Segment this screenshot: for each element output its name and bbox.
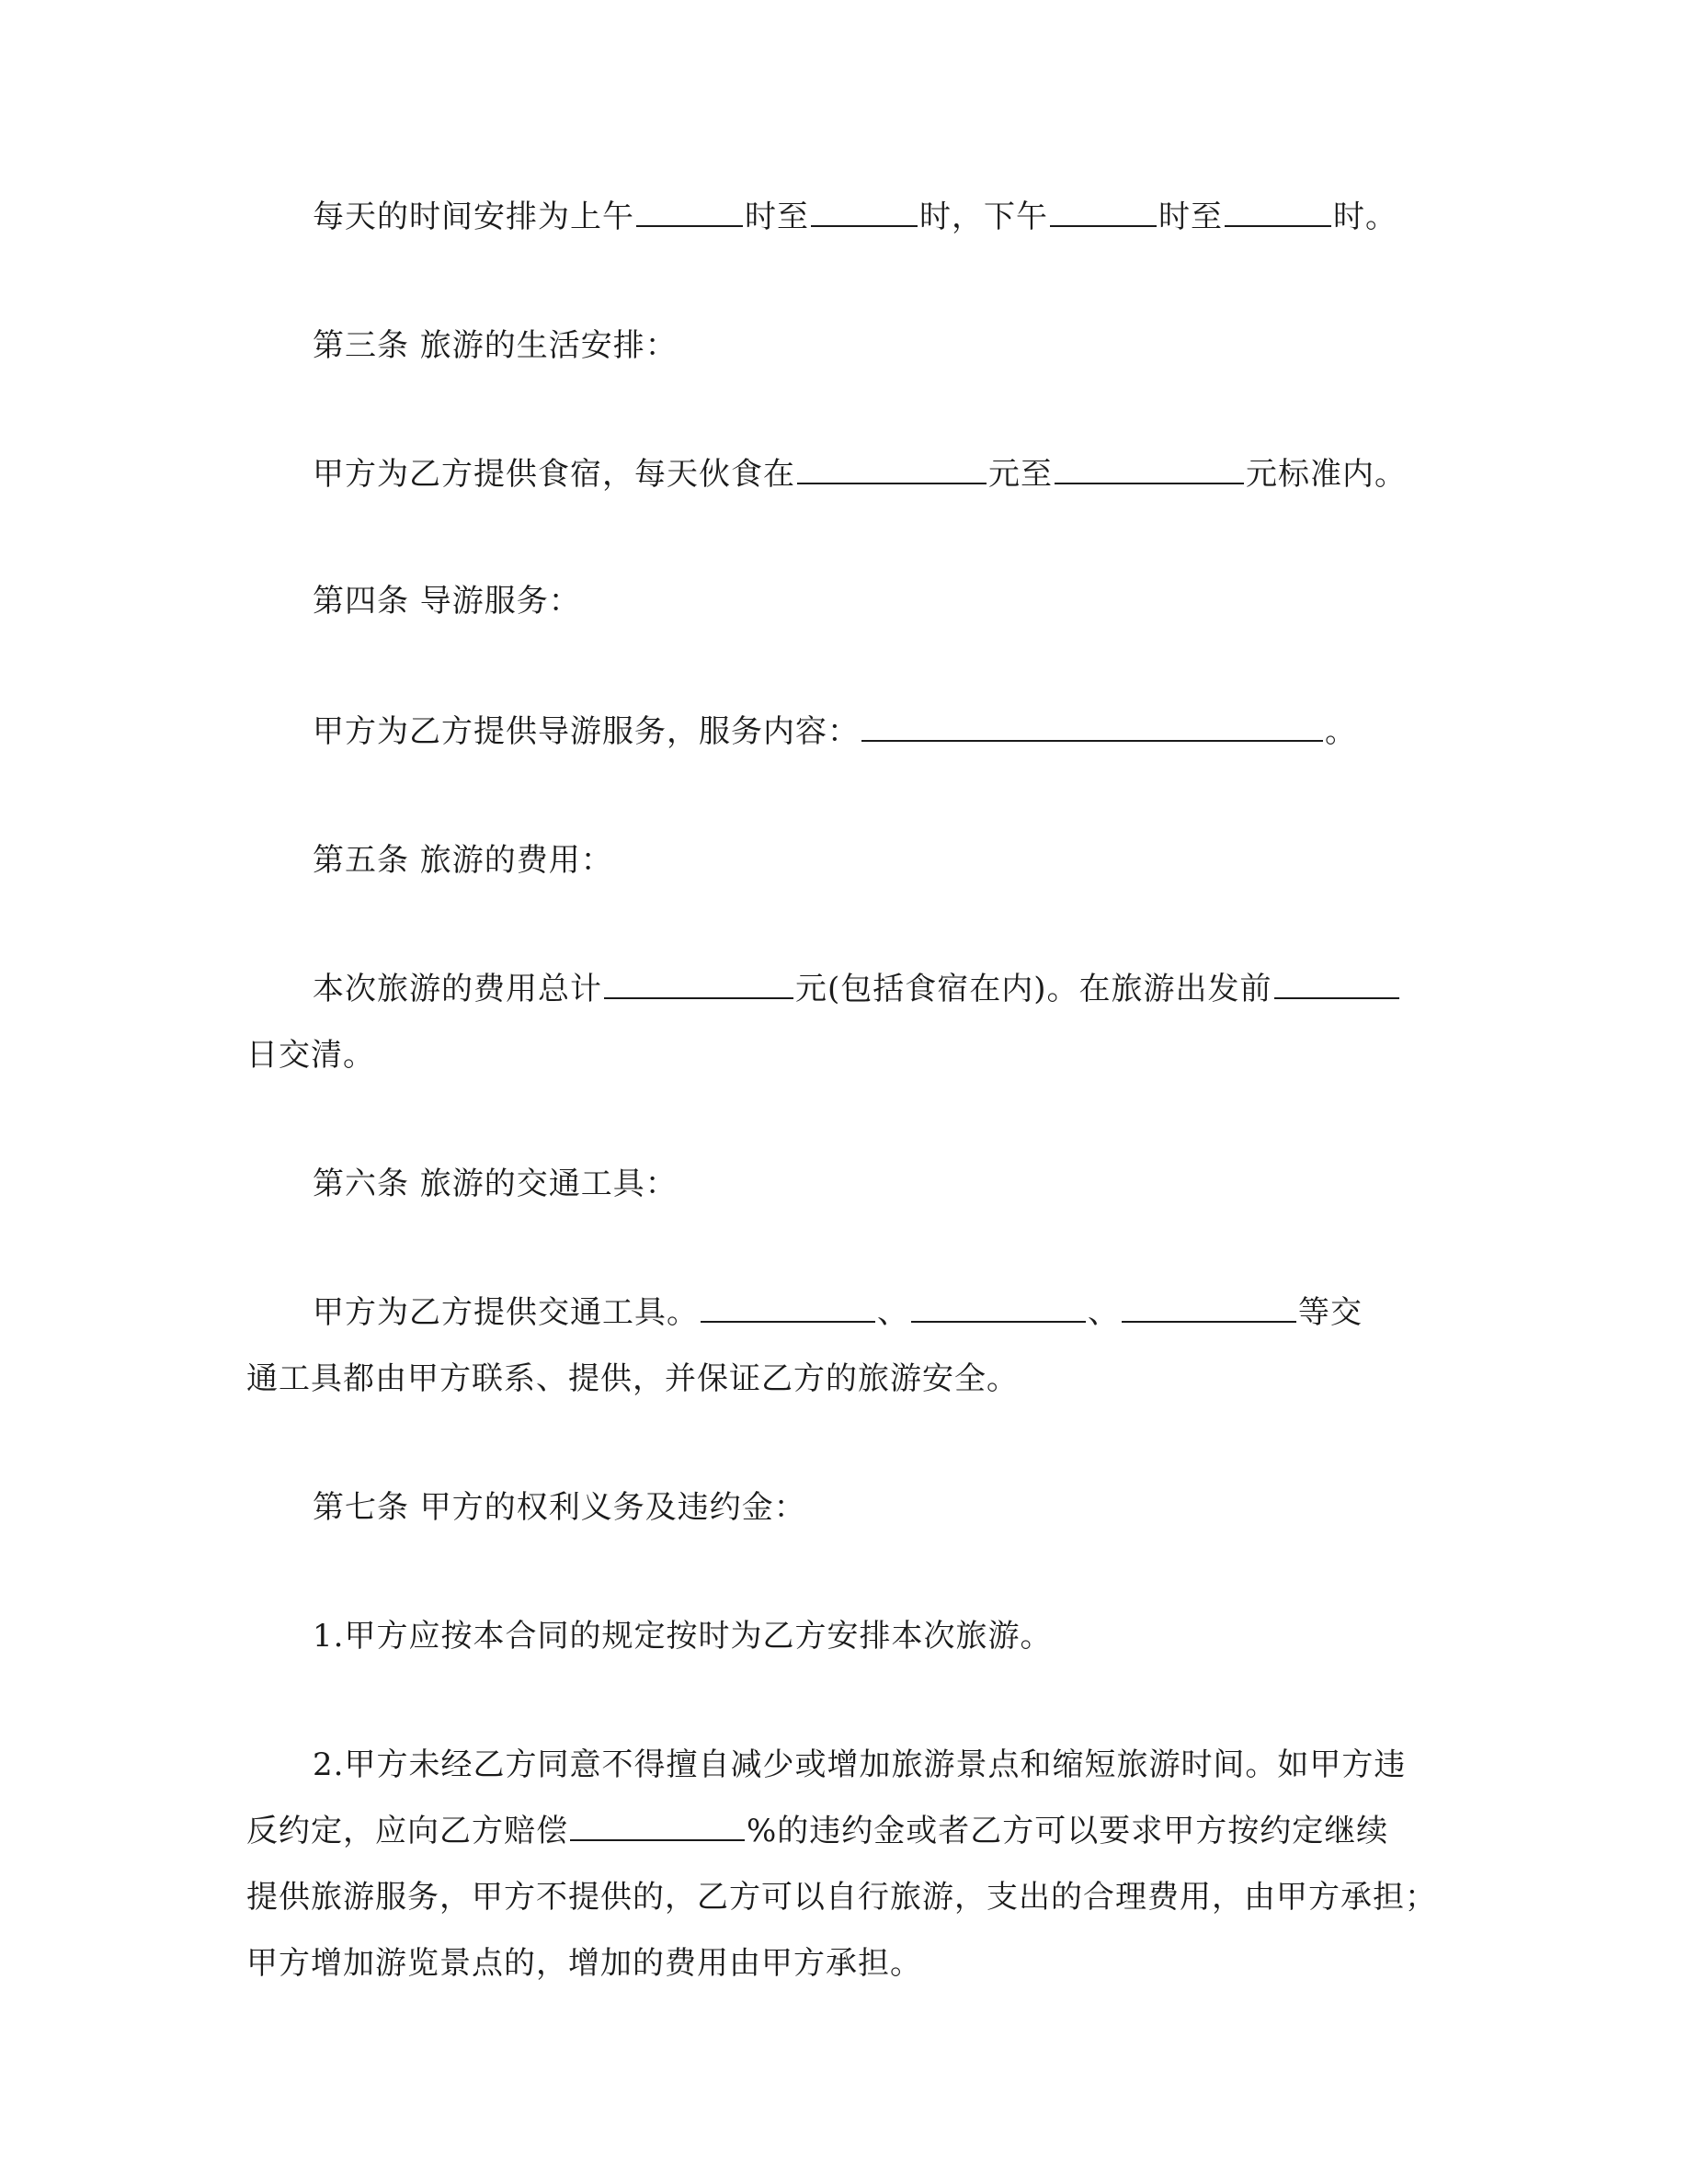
morning-end-blank: [811, 198, 918, 227]
article-6-heading: 第六条 旅游的交通工具：: [313, 1166, 678, 1202]
transport-1-blank: [701, 1293, 875, 1323]
article-4-text-2: 。: [1325, 713, 1357, 750]
article-6-body-line-1: [313, 1291, 1508, 1335]
article-4-text-1: 甲方为乙方提供导游服务，服务内容：: [313, 713, 860, 750]
schedule-text-3: 时，下午: [919, 199, 1048, 235]
total-cost-blank: [604, 970, 793, 999]
transport-2-blank: [911, 1293, 1086, 1323]
schedule-text-2: 时至: [745, 199, 809, 235]
article-7-item-2-text-1: 反约定，应向乙方赔偿: [246, 1813, 568, 1849]
article-4-body: [313, 710, 1508, 754]
article-5-body-line-1: [313, 967, 1508, 1011]
article-6-sep-1: 、: [877, 1294, 909, 1331]
morning-start-blank: [636, 198, 743, 227]
article-3-text-2: 元至: [988, 456, 1053, 493]
article-5-text-2: 元(包括食宿在内)。在旅游出发前: [795, 971, 1272, 1007]
payment-days-blank: [1274, 970, 1399, 999]
penalty-percent-blank: [570, 1812, 745, 1841]
schedule-text-1: 每天的时间安排为上午: [313, 199, 634, 235]
article-7-item-2-line-4: 甲方增加游览景点的，增加的费用由甲方承担。: [246, 1945, 922, 1982]
article-7-item-2-line-3: 提供旅游服务，甲方不提供的，乙方可以自行旅游，支出的合理费用，由甲方承担；: [246, 1879, 1437, 1916]
meal-min-blank: [797, 455, 987, 484]
article-3-body: [313, 452, 1508, 496]
article-4-heading: 第四条 导游服务：: [313, 583, 581, 620]
article-7-item-2-text-2: %的违约金或者乙方可以要求甲方按约定继续: [747, 1813, 1389, 1849]
article-5-body-line-2: 日交清。: [246, 1037, 375, 1074]
schedule-line: [313, 195, 1508, 239]
afternoon-start-blank: [1050, 198, 1157, 227]
article-5-heading: 第五条 旅游的费用：: [313, 842, 613, 879]
transport-3-blank: [1122, 1293, 1296, 1323]
article-3-heading: 第三条 旅游的生活安排：: [313, 327, 678, 364]
article-3-text-1: 甲方为乙方提供食宿，每天伙食在: [313, 456, 795, 493]
schedule-text-4: 时至: [1158, 199, 1223, 235]
afternoon-end-blank: [1225, 198, 1331, 227]
article-6-sep-2: 、: [1088, 1294, 1120, 1331]
article-7-heading: 第七条 甲方的权利义务及违约金：: [313, 1489, 806, 1526]
article-6-text-1: 甲方为乙方提供交通工具。: [313, 1294, 699, 1331]
meal-max-blank: [1055, 455, 1244, 484]
article-6-body-line-2: 通工具都由甲方联系、提供，并保证乙方的旅游安全。: [246, 1360, 1019, 1397]
article-7-item-2-line-1: 2.甲方未经乙方同意不得擅自减少或增加旅游景点和缩短旅游时间。如甲方违: [313, 1746, 1407, 1783]
schedule-text-5: 时。: [1333, 199, 1397, 235]
guide-service-blank: [861, 712, 1323, 742]
article-6-text-2: 等交: [1298, 1294, 1363, 1331]
article-3-text-3: 元标准内。: [1246, 456, 1407, 493]
article-7-item-1: 1.甲方应按本合同的规定按时为乙方安排本次旅游。: [313, 1618, 1053, 1655]
article-5-text-1: 本次旅游的费用总计: [313, 971, 602, 1007]
article-7-item-2-line-2: [246, 1809, 1442, 1853]
